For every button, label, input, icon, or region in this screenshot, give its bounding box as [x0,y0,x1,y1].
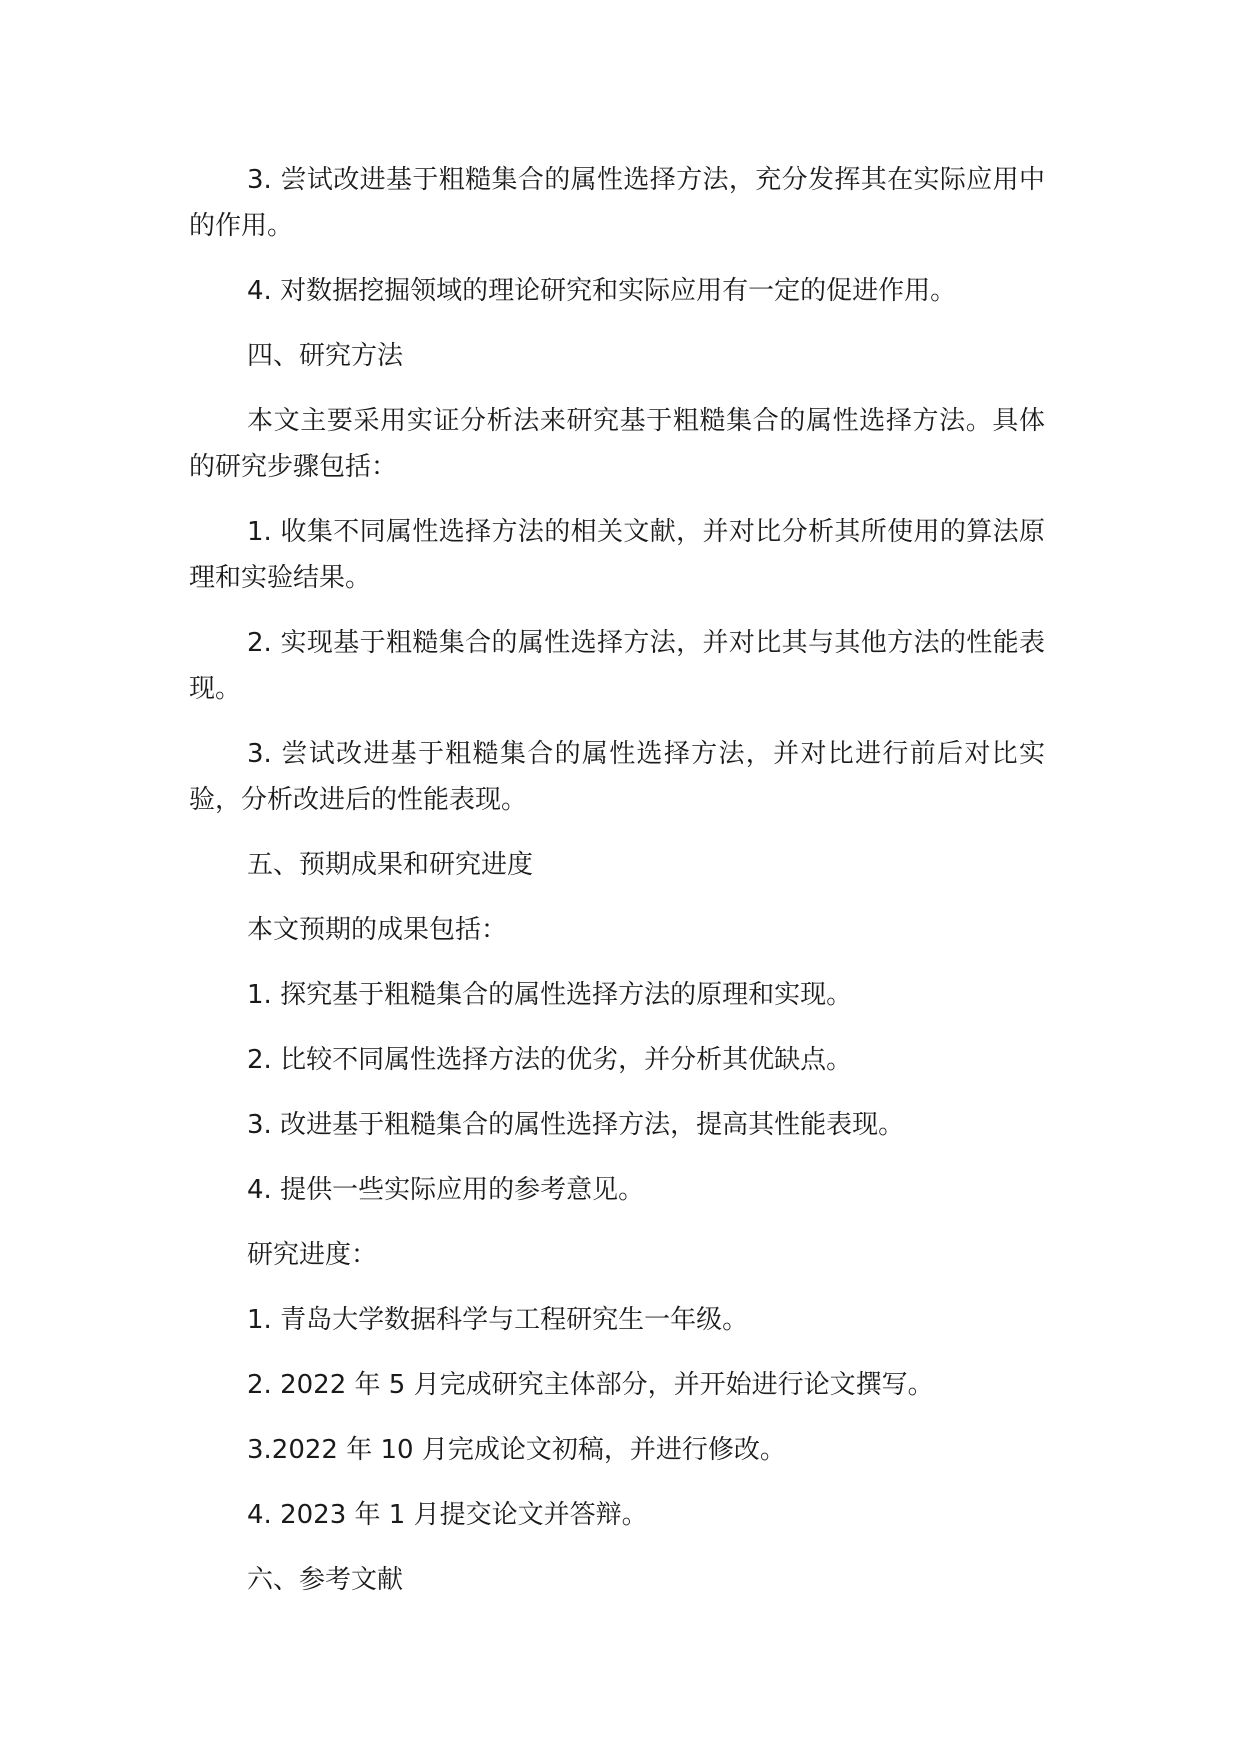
list-item: 3.2022 年 10 月完成论文初稿，并进行修改。 [247,1435,786,1465]
paragraph: 4. 对数据挖掘领域的理论研究和实际应用有一定的促进作用。 [247,276,957,306]
section-heading: 六、参考文献 [247,1565,404,1595]
list-item: 2. 比较不同属性选择方法的优劣，并分析其优缺点。 [247,1045,853,1075]
paragraph: 本文主要采用实证分析法来研究基于粗糙集合的属性选择方法。具体的研究步骤包括： [189,406,1045,482]
list-item: 4. 2023 年 1 月提交论文并答辩。 [247,1500,648,1530]
list-item: 3. 改进基于粗糙集合的属性选择方法，提高其性能表现。 [247,1110,905,1140]
paragraph: 研究进度： [247,1240,378,1270]
list-item: 1. 收集不同属性选择方法的相关文献，并对比分析其所使用的算法原理和实验结果。 [189,517,1045,593]
section-heading: 四、研究方法 [247,341,404,371]
list-item: 1. 青岛大学数据科学与工程研究生一年级。 [247,1305,749,1335]
list-item: 3. 尝试改进基于粗糙集合的属性选择方法，并对比进行前后对比实验，分析改进后的性能表现。 [189,739,1045,815]
list-item: 2. 实现基于粗糙集合的属性选择方法，并对比其与其他方法的性能表现。 [189,628,1045,704]
list-item: 1. 探究基于粗糙集合的属性选择方法的原理和实现。 [247,980,853,1010]
list-item: 2. 2022 年 5 月完成研究主体部分，并开始进行论文撰写。 [247,1370,934,1400]
section-heading: 五、预期成果和研究进度 [247,850,534,880]
paragraph: 本文预期的成果包括： [247,915,508,945]
document-body [189,157,1045,1622]
list-item: 4. 提供一些实际应用的参考意见。 [247,1175,645,1205]
paragraph: 3. 尝试改进基于粗糙集合的属性选择方法，充分发挥其在实际应用中的作用。 [189,165,1045,241]
